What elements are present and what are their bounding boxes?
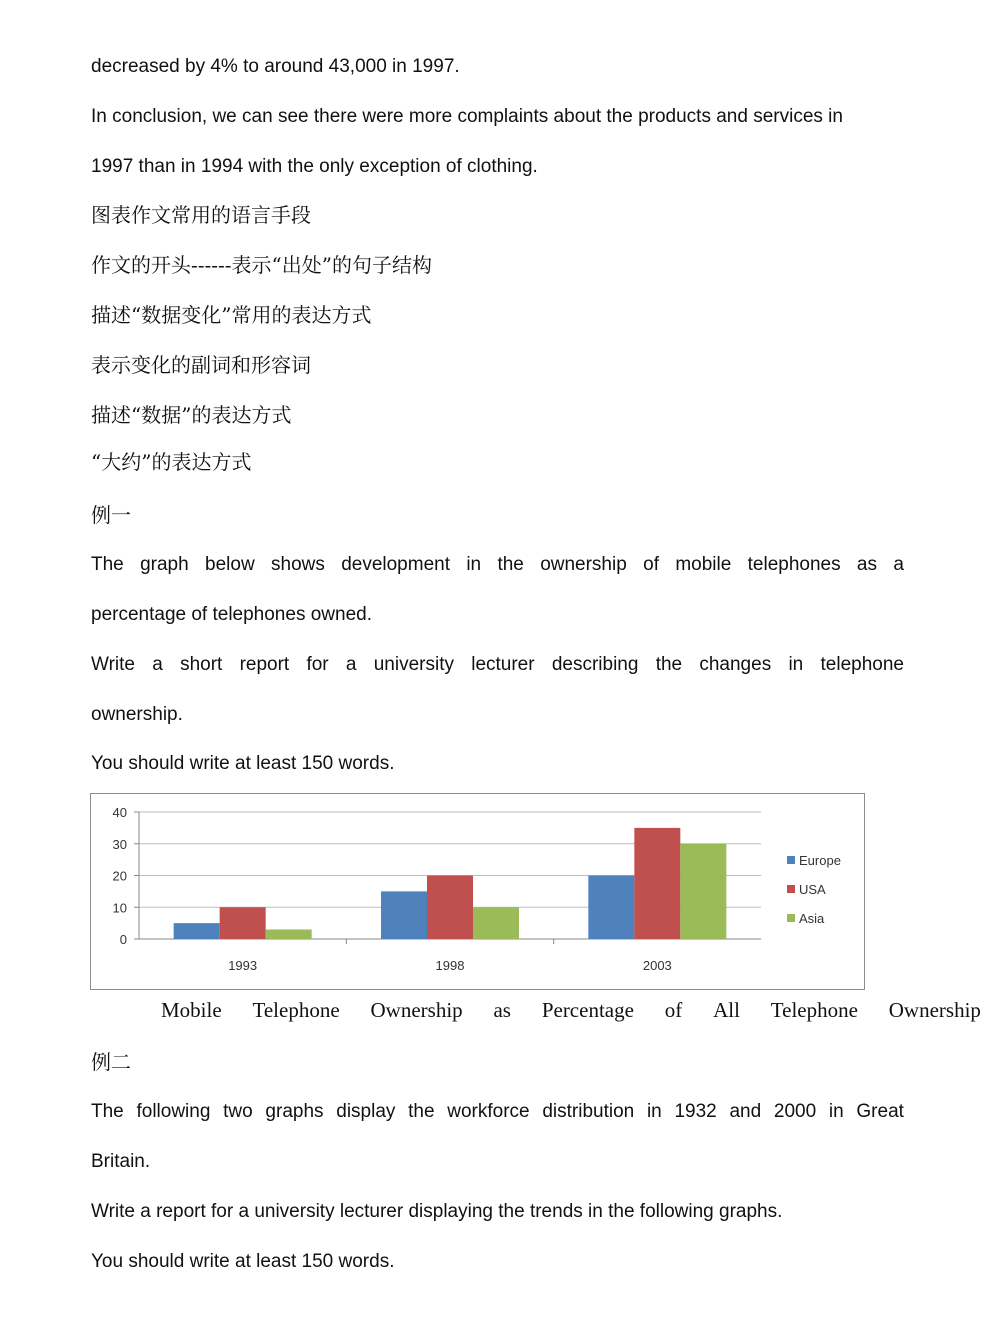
word: of [643,554,659,575]
word: Great [856,1101,904,1122]
y-tick-label: 10 [112,900,127,916]
legend-swatch [787,885,795,893]
heading: 图表作文常用的语言手段 [91,203,311,227]
word: shows [271,554,325,575]
bar [266,929,312,939]
word: a [893,554,904,575]
paragraph-line: In conclusion, we can see there were more complaints about the products and services in [91,106,843,127]
word: short [180,654,223,675]
word: distribution [542,1101,635,1122]
word: Ownership [888,998,981,1022]
word: Ownership [370,998,463,1022]
word: in [788,654,804,675]
bar [427,876,473,940]
word: in [828,1101,844,1122]
x-tick-label: 1998 [435,958,465,973]
heading: 作文的开头------表示“出处”的句子结构 [91,253,432,277]
chart-caption [161,998,981,1023]
paragraph-line: Write a report for a university lecturer displaying the trends in the following graphs. [91,1201,783,1222]
paragraph-line: You should write at least 150 words. [91,1251,395,1272]
bar [381,891,427,939]
word: changes [699,654,772,675]
heading: 表示变化的副词和形容词 [91,353,311,377]
justified-line [91,1100,904,1124]
word: telephone [820,654,904,675]
word: as [856,554,877,575]
paragraph-line: percentage of telephones owned. [91,604,372,625]
word: a [152,654,163,675]
word: two [223,1101,253,1122]
word: lecturer [471,654,535,675]
word: Mobile [161,998,222,1022]
legend-swatch [787,914,795,922]
legend-label: Asia [799,911,825,926]
word: Write [91,654,135,675]
y-tick-label: 40 [112,805,127,820]
word: the [655,654,683,675]
word: below [205,554,255,575]
word: a [345,654,357,675]
example-title: 例二 [91,1050,131,1074]
y-tick-label: 30 [112,836,127,852]
x-tick-label: 2003 [642,958,672,973]
word: workforce [447,1101,530,1122]
word: Percentage [541,998,634,1022]
paragraph-line: 1997 than in 1994 with the only exception of clothing. [91,156,538,177]
word: describing [551,654,639,675]
bar [634,828,680,939]
word: ownership [540,554,627,575]
bar [680,844,726,939]
word: 2000 [773,1101,817,1122]
paragraph-line: You should write at least 150 words. [91,753,395,774]
word: following [136,1101,211,1122]
justified-line [91,653,904,677]
word: the [497,554,524,575]
word: telephones [747,554,841,575]
bar-chart [91,794,864,989]
x-tick-label: 1993 [228,958,258,973]
example-title: 例一 [91,503,131,527]
justified-line [91,553,904,577]
paragraph-line: ownership. [91,704,183,725]
word: The [91,554,124,575]
legend-label: Europe [799,853,841,868]
word: Telephone [252,998,340,1022]
word: The [91,1101,124,1122]
heading: 描述“数据”的表达方式 [91,403,292,427]
heading: 描述“数据变化”常用的表达方式 [91,303,372,327]
word: in [646,1101,662,1122]
heading: “大约”的表达方式 [91,450,252,474]
word: Telephone [770,998,858,1022]
bar [220,907,266,939]
bar [588,876,634,940]
word: the [408,1101,435,1122]
word: in [466,554,482,575]
word: of [664,998,683,1022]
word: 1932 [674,1101,717,1122]
bar [473,907,519,939]
word: mobile [675,554,732,575]
word: and [729,1101,762,1122]
word: development [341,554,450,575]
word: graphs [265,1101,324,1122]
legend-label: USA [799,882,826,897]
y-tick-label: 20 [112,868,127,884]
word: for [306,654,329,675]
word: as [493,998,511,1022]
word: report [239,654,290,675]
bar [174,923,220,939]
word: All [713,998,740,1022]
word: university [373,654,454,675]
paragraph-line: Britain. [91,1151,151,1172]
legend-swatch [787,856,795,864]
chart-frame [90,793,865,990]
word: graph [140,554,189,575]
word: display [336,1101,396,1122]
y-tick-label: 0 [119,932,127,947]
paragraph-line: decreased by 4% to around 43,000 in 1997. [91,56,460,77]
